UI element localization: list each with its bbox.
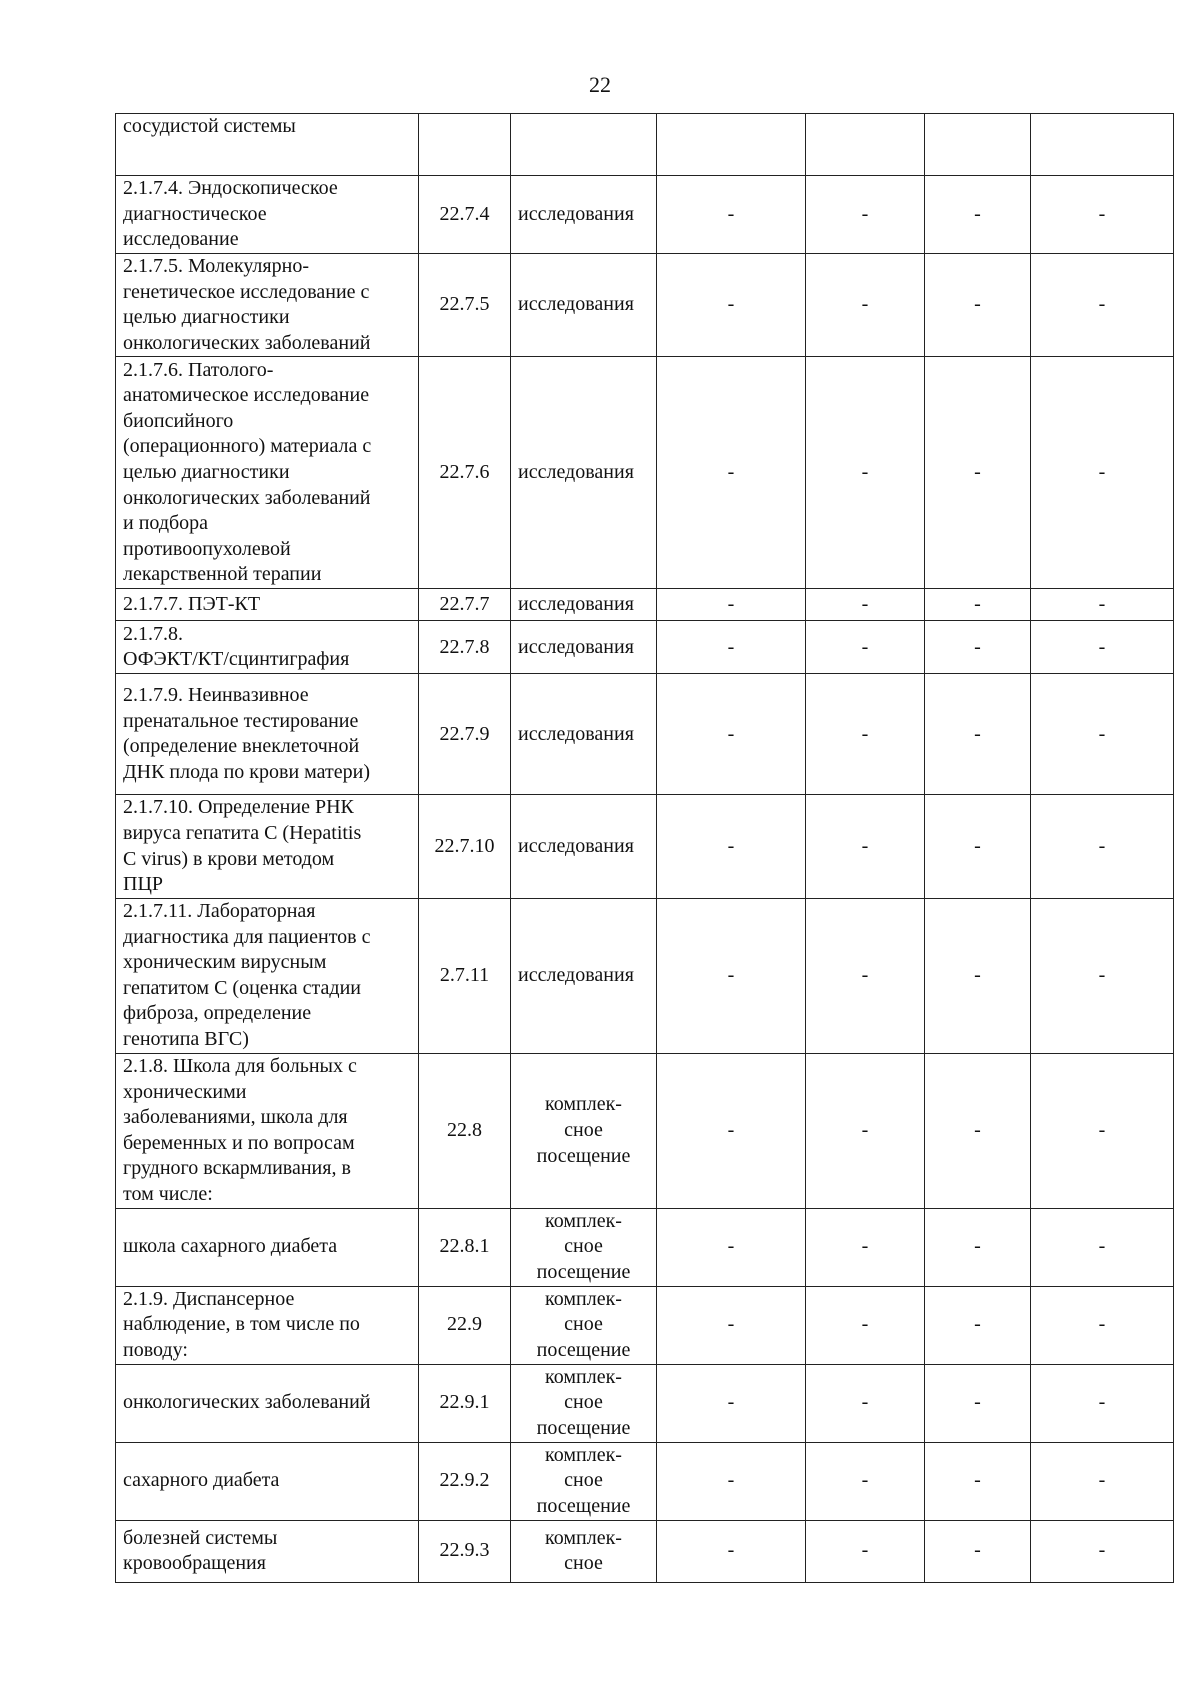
row-code-cell: 22.7.6 [419, 357, 511, 589]
row-name-line: фиброза, определение [123, 1002, 312, 1025]
row-unit-line: сное [564, 1552, 603, 1575]
row-code-cell: 22.7.5 [419, 254, 511, 357]
row-name-line: противоопухолевой [123, 537, 291, 560]
row-name-line: 2.1.8. Школа для больных с [123, 1054, 357, 1077]
row-unit-line: посещение [536, 1495, 631, 1518]
row-unit-cell [511, 621, 657, 674]
row-name-line: целью диагностики [123, 461, 290, 484]
row-unit-line: комплек- [545, 1365, 622, 1388]
row-value-cell: - [806, 1520, 925, 1582]
row-unit-line: сное [564, 1118, 603, 1141]
row-name-line: генетическое исследование с [123, 280, 370, 303]
row-value-cell: - [657, 357, 806, 589]
row-name-line: онкологических заболеваний [123, 331, 371, 354]
row-name-line: и подбора [123, 512, 209, 535]
row-value-cell: - [657, 674, 806, 795]
row-unit-cell [511, 1208, 657, 1286]
row-value-cell [657, 114, 806, 176]
page-number: 22 [589, 72, 611, 97]
row-name-line: онкологических заболеваний [123, 1391, 371, 1414]
row-value-cell: - [806, 1208, 925, 1286]
row-value-cell: - [657, 1520, 806, 1582]
row-name-line: 2.1.7.9. Неинвазивное [123, 684, 309, 707]
row-value-cell: - [1031, 1442, 1174, 1520]
row-value-cell: - [925, 1520, 1031, 1582]
row-code-cell: 22.7.8 [419, 621, 511, 674]
row-unit-line: посещение [536, 1417, 631, 1440]
row-name-cell [116, 1364, 419, 1442]
row-value-cell: - [657, 621, 806, 674]
row-code-cell: 22.7.7 [419, 589, 511, 621]
row-code-cell: 22.9.1 [419, 1364, 511, 1442]
table-row [116, 1208, 1174, 1286]
row-name-line: анатомическое исследование [123, 384, 370, 407]
row-value-cell: - [806, 254, 925, 357]
row-value-cell: - [1031, 589, 1174, 621]
row-name-cell [116, 1520, 419, 1582]
row-name-line: (определение внеклеточной [123, 735, 360, 758]
row-unit-line: комплек- [545, 1443, 622, 1466]
row-value-cell: - [925, 254, 1031, 357]
table-row [116, 1053, 1174, 1208]
row-unit-line: исследования [518, 293, 634, 316]
row-name-cell [116, 1286, 419, 1364]
row-value-cell: - [925, 795, 1031, 898]
row-name-cell [116, 254, 419, 357]
row-value-cell: - [806, 621, 925, 674]
row-unit-cell [511, 176, 657, 254]
document-table [115, 113, 1174, 1583]
row-value-cell: - [925, 357, 1031, 589]
row-name-line: 2.1.7.4. Эндоскопическое [123, 177, 338, 200]
row-value-cell: - [1031, 1053, 1174, 1208]
row-name-line: лекарственной терапии [123, 563, 322, 586]
row-unit-line: посещение [536, 1144, 631, 1167]
row-name-line: 2.1.9. Диспансерное [123, 1287, 295, 1310]
row-name-line: пренатальное тестирование [123, 709, 359, 732]
row-unit-cell [511, 1053, 657, 1208]
row-value-cell: - [806, 674, 925, 795]
row-code-cell: 2.7.11 [419, 898, 511, 1053]
row-value-cell: - [1031, 1364, 1174, 1442]
row-unit-cell [511, 254, 657, 357]
row-name-line: наблюдение, в том числе по [123, 1313, 360, 1336]
row-unit-line: исследования [518, 635, 634, 658]
table-row [116, 1286, 1174, 1364]
row-value-cell: - [806, 795, 925, 898]
row-name-line: хроническим вирусным [123, 951, 327, 974]
row-unit-line: исследования [518, 202, 634, 225]
row-value-cell: - [1031, 1520, 1174, 1582]
table-row [116, 621, 1174, 674]
row-unit-line: сное [564, 1313, 603, 1336]
row-value-cell: - [1031, 898, 1174, 1053]
row-value-cell: - [657, 589, 806, 621]
row-unit-line: сное [564, 1235, 603, 1258]
row-unit-line: исследования [518, 834, 634, 857]
row-name-line: беременных и по вопросам [123, 1131, 355, 1154]
row-value-cell: - [1031, 176, 1174, 254]
row-name-line: кровообращения [123, 1552, 266, 1575]
table-row [116, 898, 1174, 1053]
row-name-cell [116, 621, 419, 674]
row-code-cell: 22.7.4 [419, 176, 511, 254]
row-unit-line: сное [564, 1391, 603, 1414]
row-value-cell: - [657, 176, 806, 254]
row-value-cell: - [1031, 1208, 1174, 1286]
row-value-cell: - [925, 176, 1031, 254]
table-row [116, 176, 1174, 254]
row-name-line: ПЦР [123, 873, 164, 896]
row-value-cell: - [806, 1364, 925, 1442]
row-unit-line: исследования [518, 593, 634, 616]
row-unit-line: исследования [518, 461, 634, 484]
row-name-line: генотипа ВГС) [123, 1027, 249, 1050]
row-unit-line: посещение [536, 1339, 631, 1362]
row-value-cell: - [657, 254, 806, 357]
row-name-line: исследование [123, 228, 239, 251]
row-value-cell: - [657, 1286, 806, 1364]
row-value-cell: - [806, 1286, 925, 1364]
row-value-cell: - [806, 176, 925, 254]
row-name-line: сосудистой системы [123, 115, 296, 137]
row-name-line: 2.1.7.7. ПЭТ-КТ [123, 593, 261, 616]
row-name-cell [116, 898, 419, 1053]
row-name-line: целью диагностики [123, 306, 290, 329]
row-value-cell: - [806, 1442, 925, 1520]
row-name-line: хроническими [123, 1080, 247, 1103]
row-name-line: болезней системы [123, 1526, 278, 1549]
row-name-cell [116, 176, 419, 254]
row-name-line: вируса гепатита С (Hepatitis [123, 821, 362, 844]
row-unit-line: исследования [518, 963, 634, 986]
row-value-cell: - [806, 589, 925, 621]
row-unit-cell [511, 1442, 657, 1520]
row-value-cell: - [925, 1364, 1031, 1442]
row-name-line: 2.1.7.11. Лабораторная [123, 899, 316, 922]
row-value-cell: - [925, 1208, 1031, 1286]
row-code-cell: 22.8 [419, 1053, 511, 1208]
row-name-cell [116, 1442, 419, 1520]
row-code-cell: 22.9.2 [419, 1442, 511, 1520]
row-code-cell: 22.7.10 [419, 795, 511, 898]
row-value-cell: - [925, 898, 1031, 1053]
row-value-cell: - [657, 795, 806, 898]
table-row [116, 1364, 1174, 1442]
row-unit-line: посещение [536, 1261, 631, 1284]
row-value-cell: - [925, 1286, 1031, 1364]
row-code-cell [419, 114, 511, 176]
row-value-cell: - [657, 898, 806, 1053]
row-value-cell [925, 114, 1031, 176]
row-unit-line: комплек- [545, 1093, 622, 1116]
row-value-cell: - [1031, 254, 1174, 357]
row-value-cell: - [1031, 357, 1174, 589]
row-unit-cell [511, 674, 657, 795]
row-value-cell: - [925, 1442, 1031, 1520]
row-value-cell: - [1031, 795, 1174, 898]
row-name-line: 2.1.7.6. Патолого- [123, 358, 274, 381]
row-value-cell: - [1031, 674, 1174, 795]
row-unit-cell [511, 589, 657, 621]
row-value-cell: - [806, 898, 925, 1053]
row-value-cell [806, 114, 925, 176]
row-name-line: C virus) в крови методом [123, 847, 335, 870]
row-value-cell: - [1031, 621, 1174, 674]
row-value-cell: - [925, 1053, 1031, 1208]
row-unit-line: исследования [518, 722, 634, 745]
table-row [116, 357, 1174, 589]
table-body [116, 114, 1174, 1583]
row-unit-line: сное [564, 1469, 603, 1492]
row-unit-line: комплек- [545, 1526, 622, 1549]
row-name-cell [116, 114, 419, 176]
table-row [116, 114, 1174, 176]
row-name-cell [116, 795, 419, 898]
row-code-cell: 22.8.1 [419, 1208, 511, 1286]
row-unit-cell [511, 1364, 657, 1442]
row-value-cell: - [657, 1364, 806, 1442]
row-name-line: диагностическое [123, 202, 267, 225]
row-value-cell: - [925, 674, 1031, 795]
row-value-cell: - [1031, 1286, 1174, 1364]
row-unit-cell [511, 898, 657, 1053]
table-row [116, 674, 1174, 795]
row-unit-cell [511, 357, 657, 589]
row-name-line: том числе: [123, 1182, 213, 1205]
row-unit-cell [511, 795, 657, 898]
row-name-line: биопсийного [123, 409, 234, 432]
row-code-cell: 22.9.3 [419, 1520, 511, 1582]
table-row [116, 254, 1174, 357]
row-name-line: грудного вскармливания, в [123, 1157, 351, 1180]
row-name-line: поводу: [123, 1339, 188, 1362]
row-unit-line: комплек- [545, 1287, 622, 1310]
table-row [116, 795, 1174, 898]
row-name-line: гепатитом С (оценка стадии [123, 976, 361, 999]
row-name-line: школа сахарного диабета [123, 1235, 338, 1258]
row-unit-cell [511, 1520, 657, 1582]
row-value-cell: - [806, 357, 925, 589]
row-name-cell [116, 1053, 419, 1208]
row-unit-cell [511, 1286, 657, 1364]
row-name-cell [116, 589, 419, 621]
table-row [116, 1520, 1174, 1582]
row-name-line: сахарного диабета [123, 1469, 280, 1492]
row-name-line: 2.1.7.5. Молекулярно- [123, 255, 309, 277]
row-name-cell [116, 674, 419, 795]
row-name-cell [116, 357, 419, 589]
row-value-cell: - [657, 1053, 806, 1208]
row-name-line: 2.1.7.8. [123, 622, 183, 645]
row-value-cell: - [925, 589, 1031, 621]
row-value-cell [1031, 114, 1174, 176]
row-name-cell [116, 1208, 419, 1286]
table-row [116, 589, 1174, 621]
row-value-cell: - [925, 621, 1031, 674]
row-name-line: ОФЭКТ/КТ/сцинтиграфия [123, 648, 350, 671]
row-code-cell: 22.9 [419, 1286, 511, 1364]
row-unit-line: комплек- [545, 1209, 622, 1232]
row-name-line: ДНК плода по крови матери) [123, 760, 371, 783]
row-name-line: 2.1.7.10. Определение РНК [123, 796, 354, 819]
row-unit-cell [511, 114, 657, 176]
row-name-line: (операционного) материала с [123, 435, 372, 458]
row-name-line: диагностика для пациентов с [123, 925, 371, 948]
row-value-cell: - [657, 1208, 806, 1286]
row-value-cell: - [806, 1053, 925, 1208]
row-name-line: заболеваниями, школа для [123, 1106, 348, 1129]
table-row [116, 1442, 1174, 1520]
row-name-line: онкологических заболеваний [123, 486, 371, 509]
row-code-cell: 22.7.9 [419, 674, 511, 795]
row-value-cell: - [657, 1442, 806, 1520]
